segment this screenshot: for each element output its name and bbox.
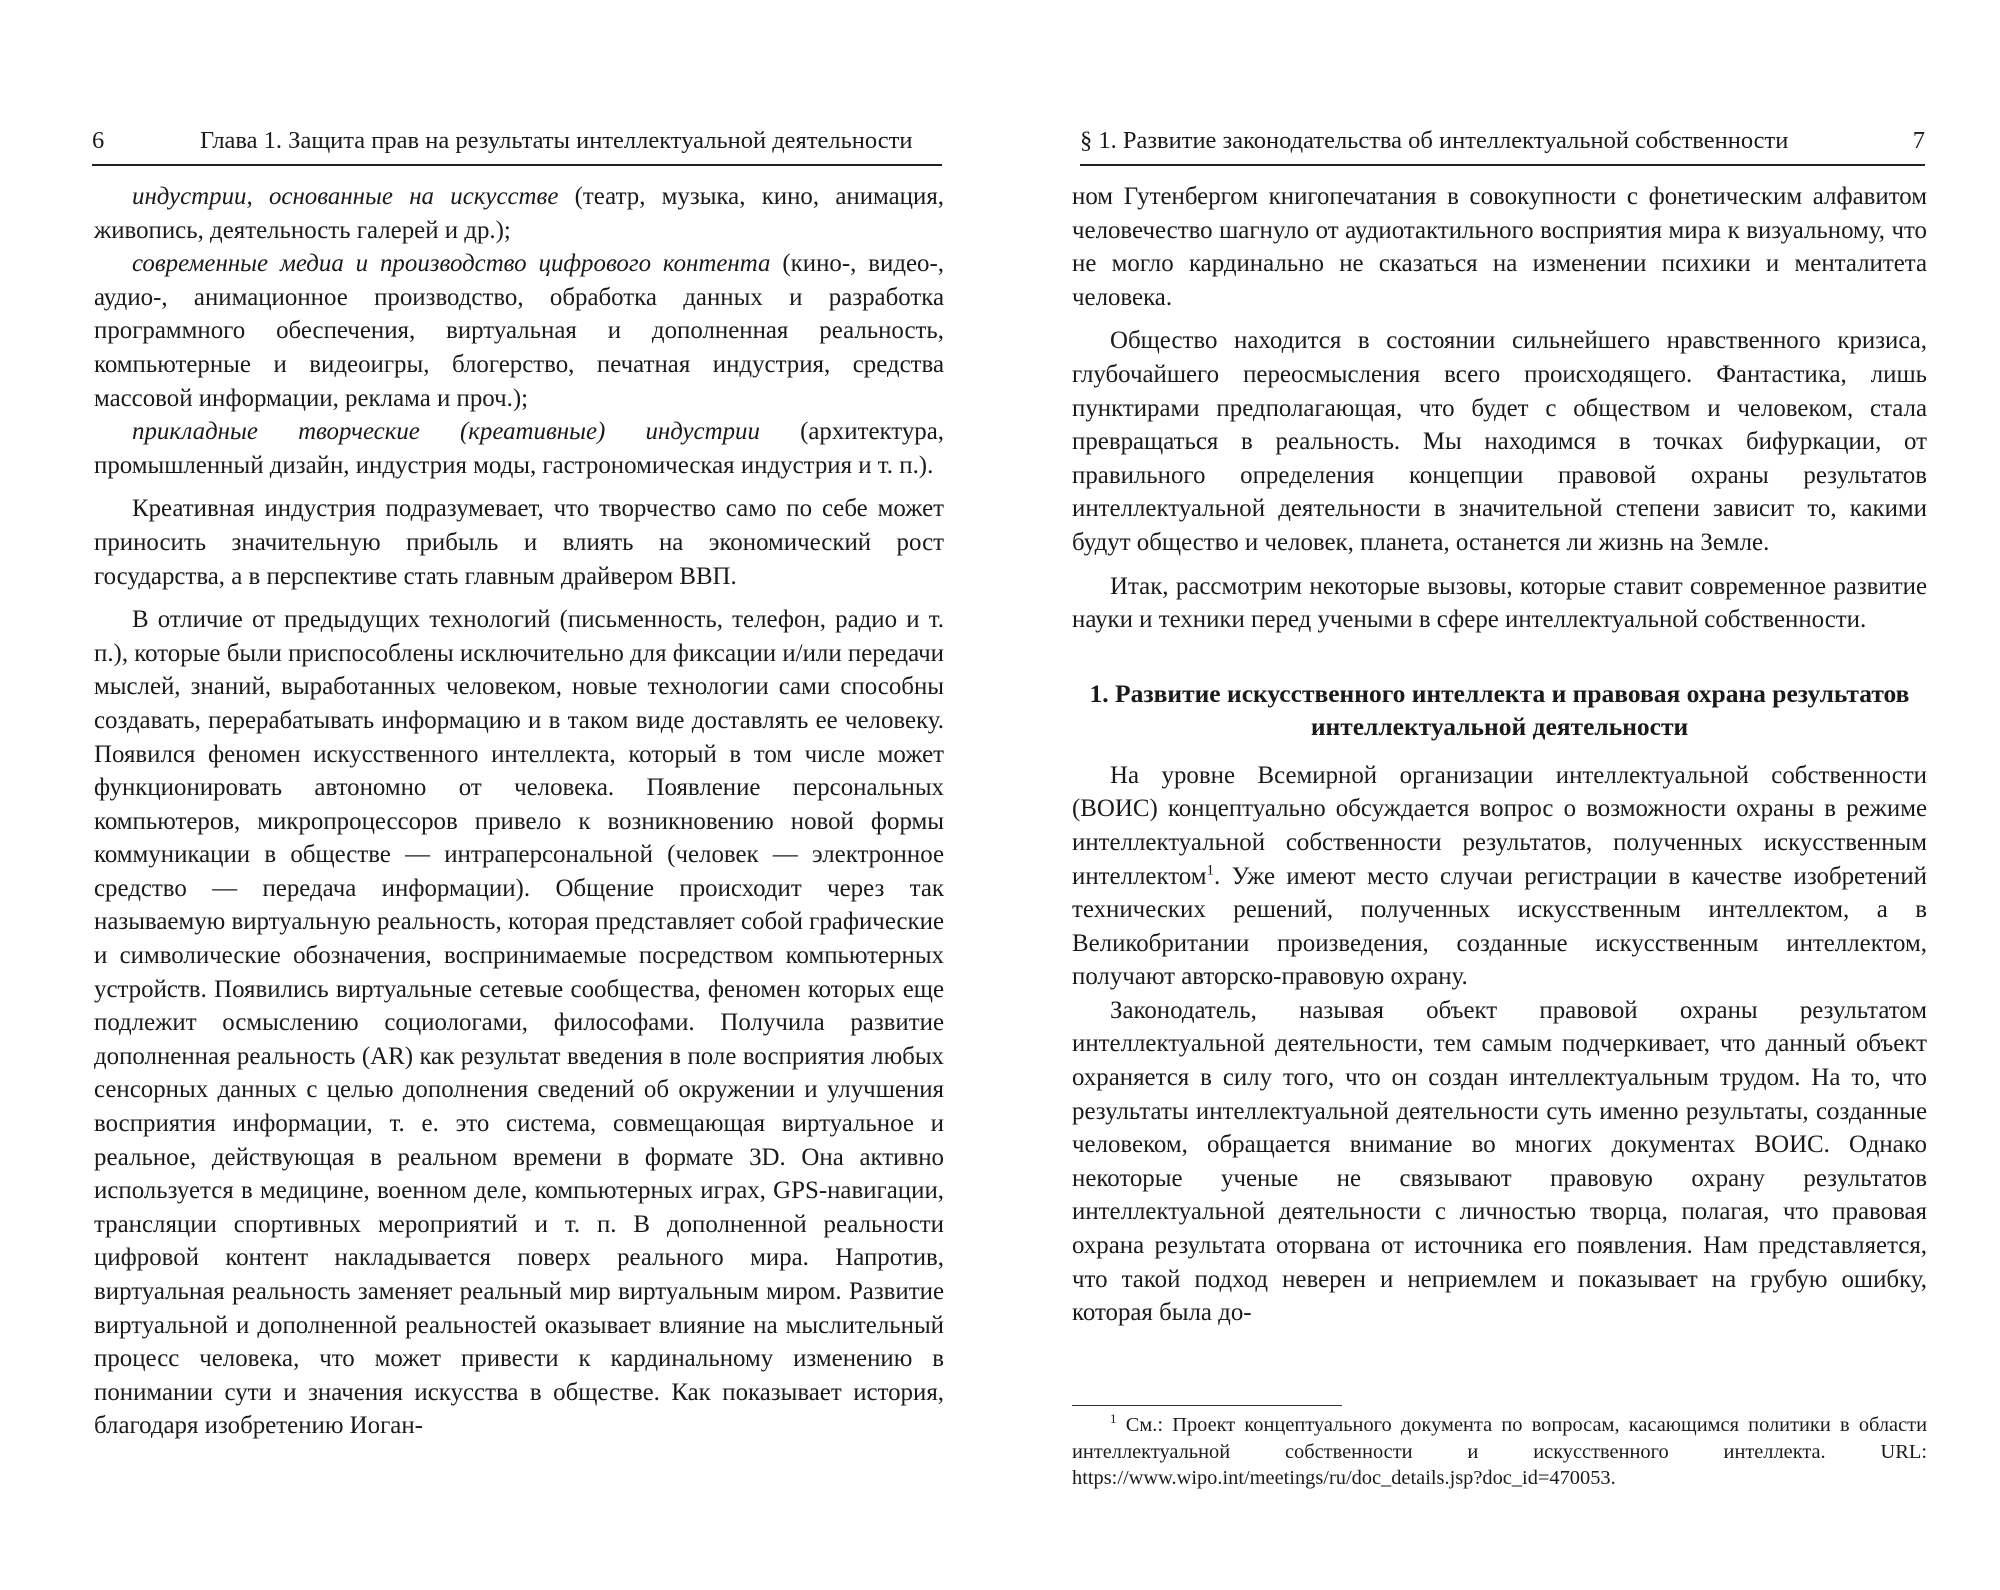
footnote-text: См.: Проект концептуального документа по вопросам, касающимся политики в области интеллектуальной собственности и искусственного интеллекта. URL: https://www.wipo.int/meetings/ru/doc_details.jsp?doc_id=470053.	[1072, 1414, 1927, 1489]
list-item	[94, 180, 944, 247]
paragraph	[1072, 759, 1927, 994]
footnote	[1072, 1412, 1927, 1492]
right-running-header	[1080, 126, 1925, 166]
right-page	[1000, 0, 2000, 1590]
list-item-text: (кино-, видео-, аудио-, анимационное производство, обработка данных и разработка программного обеспечения, виртуальная и дополненная реальность, компьютерные и видеоигры, блогерство, печатная индустрия, средства массовой информации, реклама и проч.);	[94, 250, 944, 412]
list-item-term: прикладные творческие (креативные) индустрии	[132, 418, 760, 446]
left-body-text	[94, 180, 944, 1443]
paragraph: Итак, рассмотрим некоторые вызовы, которые ставит современное развитие науки и техники перед учеными в сфере интеллектуальной собственности.	[1072, 572, 1927, 634]
paragraph: Законодатель, называя объект правовой охраны результатом интеллектуальной деятельности, тем самым подчеркивает, что данный объект охраняется в силу того, что он создан интеллектуальным трудом. На то, что результаты интеллектуальной деятельности суть именно результаты, созданные человеком, обращается внимание во многих документах ВОИС. Однако некоторые ученые не связывают правовую охрану результатов интеллектуальной деятельности с личностью творца, полагая, что правовая охрана результата оторвана от источника его появления. Нам представляется, что такой подход неверен и неприемлем и показывает на грубую ошибку, которая была до-	[1072, 996, 1927, 1327]
paragraph: Общество находится в состоянии сильнейшего нравственного кризиса, глубочайшего переосмысления всего происходящего. Фантастика, лишь пунктирами предполагающая, что будет с обществом и человеком, стала превращаться в реальность. Мы находимся в точках бифуркации, от правильного определения концепции правовой охраны результатов интеллектуальной деятельности в значительной степени зависит то, какими будут общество и человек, планета, останется ли жизнь на Земле.	[1072, 327, 1927, 556]
left-page-number: 6	[92, 127, 105, 154]
right-page-number: 7	[1912, 127, 1925, 154]
footnote-reference[interactable]: 1	[1206, 862, 1214, 879]
list-item-term: современные медиа и производство цифрового контента	[132, 250, 771, 278]
list-item	[94, 415, 944, 482]
paragraph-continuation: ном Гутенбергом книгопечатания в совокупности с фонетическим алфавитом человечество шагнуло от аудиотактильного восприятия мира к визуальному, что не могло кардинально не сказаться на изменении психики и менталитета человека.	[1072, 183, 1927, 311]
paragraph-text: На уровне Всемирной организации интеллектуальной собственности (ВОИС) концептуально обсуждается вопрос о возможности охраны в режиме интеллектуальной собственности результатов, полученных искусственным интеллектом	[1072, 761, 1927, 890]
right-body-text	[1072, 180, 1927, 1330]
paragraph-text: . Уже имеют место случаи регистрации в качестве изобретений технических решений, полученных искусственным интеллектом, а в Великобритании произведения, созданные искусственным интеллектом, получают авторско-правовую охрану.	[1072, 862, 1927, 991]
right-header-title: § 1. Развитие законодательства об интеллектуальной собственности	[1080, 127, 1789, 154]
list-item-text: (театр, музыка, кино, анимация, живопись, деятельность галерей и др.);	[94, 183, 944, 244]
left-running-header	[92, 126, 942, 166]
paragraph: Креативная индустрия подразумевает, что творчество само по себе может приносить значительную прибыль и влиять на экономический рост государства, а в перспективе стать главным драйвером ВВП.	[94, 495, 944, 590]
footnote-number: 1	[1110, 1411, 1117, 1427]
list-item-term: индустрии, основанные на искусстве	[132, 183, 559, 210]
list-item	[94, 247, 944, 415]
left-header-title: Глава 1. Защита прав на результаты интеллектуальной деятельности	[200, 127, 913, 154]
list-item-text: (архитектура, промышленный дизайн, индустрия моды, гастрономическая индустрия и т. п.).	[94, 418, 945, 479]
paragraph: В отличие от предыдущих технологий (письменность, телефон, радио и т. п.), которые были приспособлены исключительно для фиксации и/или передачи мыслей, знаний, выработанных человеком, новые технологии сами способны создавать, перерабатывать информацию и в таком виде доставлять ее человеку. Появился феномен искусственного интеллекта, который в том числе может функционировать автономно от человека. Появление персональных компьютеров, микропроцессоров привело к возникновению новой формы коммуникации в обществе — интраперсональной (человек — электронное средство — передача информации). Общение происходит через так называемую виртуальную реальность, которая представляет собой графические и символические обозначения, воспринимаемые посредством компьютерных устройств. Появились виртуальные сетевые сообщества, феномен которых еще подлежит осмыслению социологами, философами. Получила развитие дополненная реальность (AR) как результат введения в поле восприятия любых сенсорных данных с целью дополнения сведений об окружении и улучшения восприятия информации, т. е. это система, совмещающая виртуальное и реальное, действующая в реальном времени в формате 3D. Она активно используется в медицине, военном деле, компьютерных играх, GPS-навигации, трансляции спортивных мероприятий и т. п. В дополненной реальности цифровой контент накладывается поверх реального мира. Напротив, виртуальная реальность заменяет реальный мир виртуальным миром. Развитие виртуальной и дополненной реальностей оказывает влияние на мыслительный процесс человека, что может привести к кардинальному изменению в понимании сути и значения искусства в обществе. Как показывает история, благодаря изобретению Иоган-	[94, 606, 944, 1440]
section-title: 1. Развитие искусственного интеллекта и правовая охрана результатов интеллектуальной деятельности	[1089, 678, 1910, 741]
footnote-divider	[1072, 1405, 1342, 1406]
